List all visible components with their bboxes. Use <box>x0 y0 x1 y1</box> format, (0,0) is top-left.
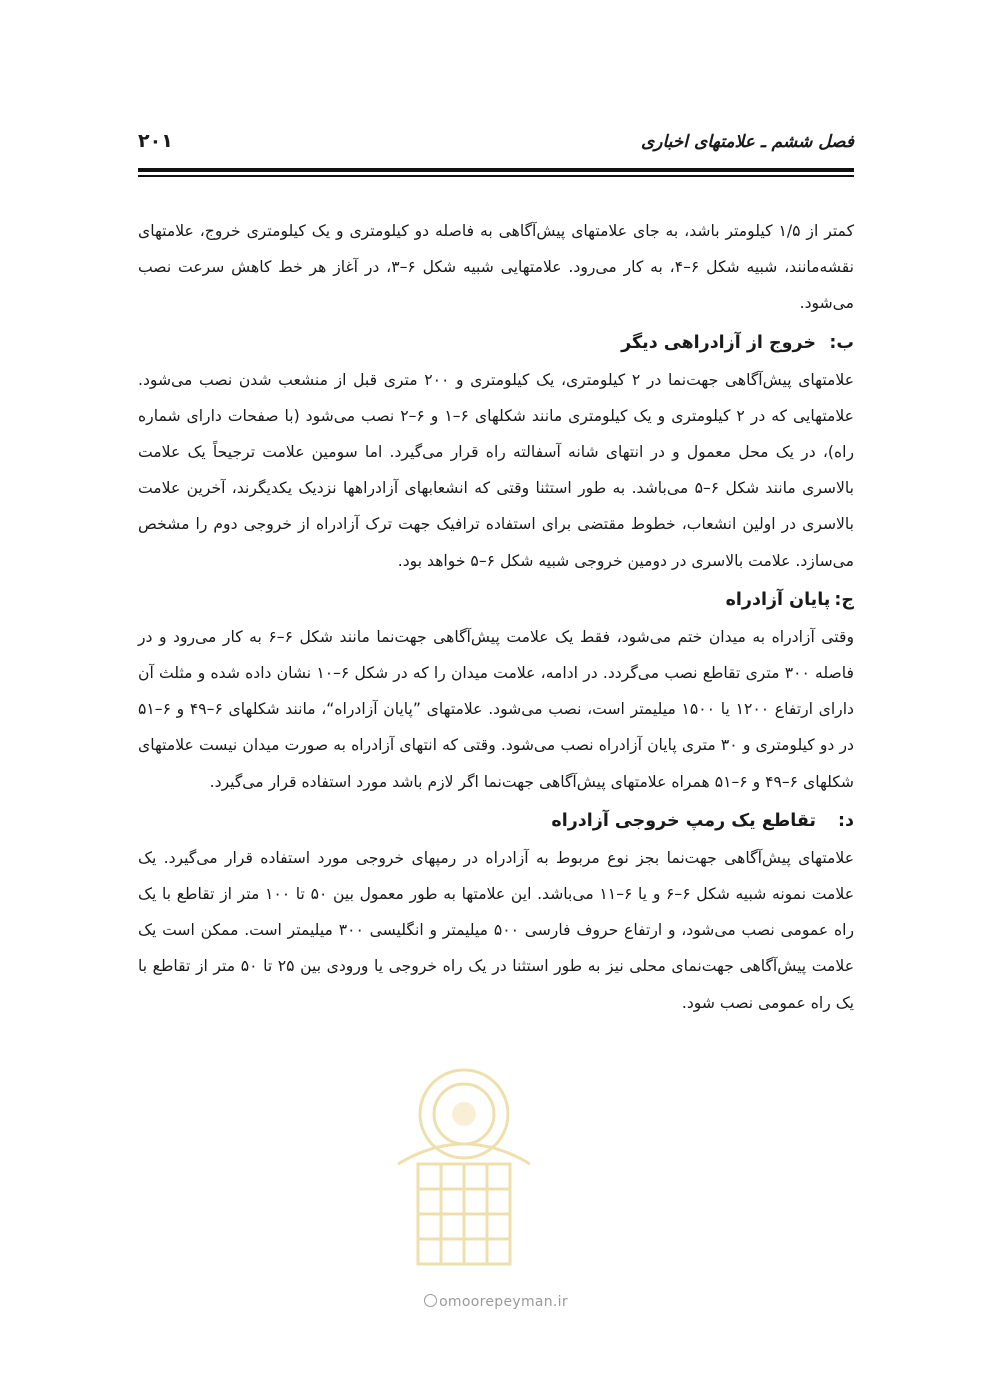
globe-icon <box>424 1294 437 1307</box>
section-paragraph-b: علامتهای پیش‌آگاهی جهت‌نما در ۲ کیلومتری، یک کیلومتری و ۲۰۰ متری قبل از منشعب شدن نصب می‌شود. علامتهایی که در ۲ کیلومتری و یک کیلومتری مانند شکلهای ۶–۱ و ۶–۲ نصب می‌شود (با صفحات دارای شماره راه)، در یک محل معمول و در انتهای شانه آسفالته راه قرار می‌گیرد. اما سومین علامت ترجیحاً یک علامت بالاسری مانند شکل ۶–۵ می‌باشد. به طور استثنا وقتی که انشعابهای آزادراهها نزدیک یکدیگرند، آخرین علامت بالاسری در اولین انشعاب، خطوط مقتضی برای استفاده ترافیک جهت ترک آزادراه از خروجی دوم را مشخص می‌سازد. علامت بالاسری در دومین خروجی شبیه شکل ۶–۵ خواهد بود. <box>138 370 855 570</box>
watermark-site-text: omoorepeyman.ir <box>439 1294 568 1310</box>
section-letter: د: <box>838 810 854 831</box>
section-letter: ب: <box>829 332 854 353</box>
watermark-logo-icon <box>378 1054 550 1286</box>
section-title: پایان آزادراه <box>725 589 831 610</box>
header-rule-thick <box>138 168 854 172</box>
page-number: ۲۰۱ <box>138 130 173 152</box>
intro-paragraph: کمتر از ۱/۵ کیلومتر باشد، به جای علامتهای پیش‌آگاهی به فاصله دو کیلومتری و یک کیلومتری خروج، علامتهای نقشه‌مانند، شبیه شکل ۶–۴، به کار می‌رود. علامتهایی شبیه شکل ۶–۳، در آغاز هر خط کاهش سرعت نصب می‌شود. <box>138 222 855 313</box>
section-heading-j <box>138 579 854 619</box>
page-header <box>138 126 854 166</box>
section-title: تقاطع یک رمپ خروجی آزادراه <box>551 810 816 831</box>
section-letter: ج: <box>834 589 854 610</box>
chapter-title: فصل ششم ـ علامتهای اخباری <box>640 132 854 152</box>
watermark-site <box>0 1294 992 1310</box>
section-heading-b <box>138 322 854 362</box>
section-heading-d <box>138 800 854 840</box>
header-rule-thin <box>138 175 854 177</box>
page-content <box>138 213 854 1021</box>
section-title: خروج از آزادراهی دیگر <box>621 332 816 353</box>
section-paragraph-d: علامتهای پیش‌آگاهی جهت‌نما بجز نوع مربوط به آزادراه در رمپهای خروجی مورد استفاده قرار می‌گیرد. یک علامت نمونه شبیه شکل ۶–۶ و یا ۶–۱۱ می‌باشد. این علامتها به طور معمول بین ۵۰ تا ۱۰۰ متر از تقاطع با یک راه عمومی نصب می‌شود، و ارتفاع حروف فارسی ۵۰۰ میلیمتر و انگلیسی ۳۰۰ میلیمتر است. ممکن است یک علامت پیش‌آگاهی جهت‌نمای محلی نیز به طور استثنا در یک راه خروجی یا ورودی بین ۲۵ تا ۵۰ متر از تقاطع با یک راه عمومی نصب شود. <box>138 848 855 1012</box>
section-paragraph-j: وقتی آزادراه به میدان ختم می‌شود، فقط یک علامت پیش‌آگاهی جهت‌نما مانند شکل ۶–۶ به کار می‌رود و در فاصله ۳۰۰ متری تقاطع نصب می‌گردد. در ادامه، علامت میدان را که در شکل ۶–۱۰ نشان داده شده و مثلث آن دارای ارتفاع ۱۲۰۰ یا ۱۵۰۰ میلیمتر است، نصب می‌شود. علامتهای ”پایان آزادراه“، مانند شکلهای ۶–۴۹ و ۶–۵۱ در دو کیلومتری و ۳۰ متری پایان آزادراه نصب می‌شود. وقتی که انتهای آزادراه به صورت میدان نیست علامتهای شکلهای ۶–۴۹ و ۶–۵۱ همراه علامتهای پیش‌آگاهی جهت‌نما اگر لازم باشد مورد استفاده قرار می‌گیرد. <box>138 627 855 791</box>
